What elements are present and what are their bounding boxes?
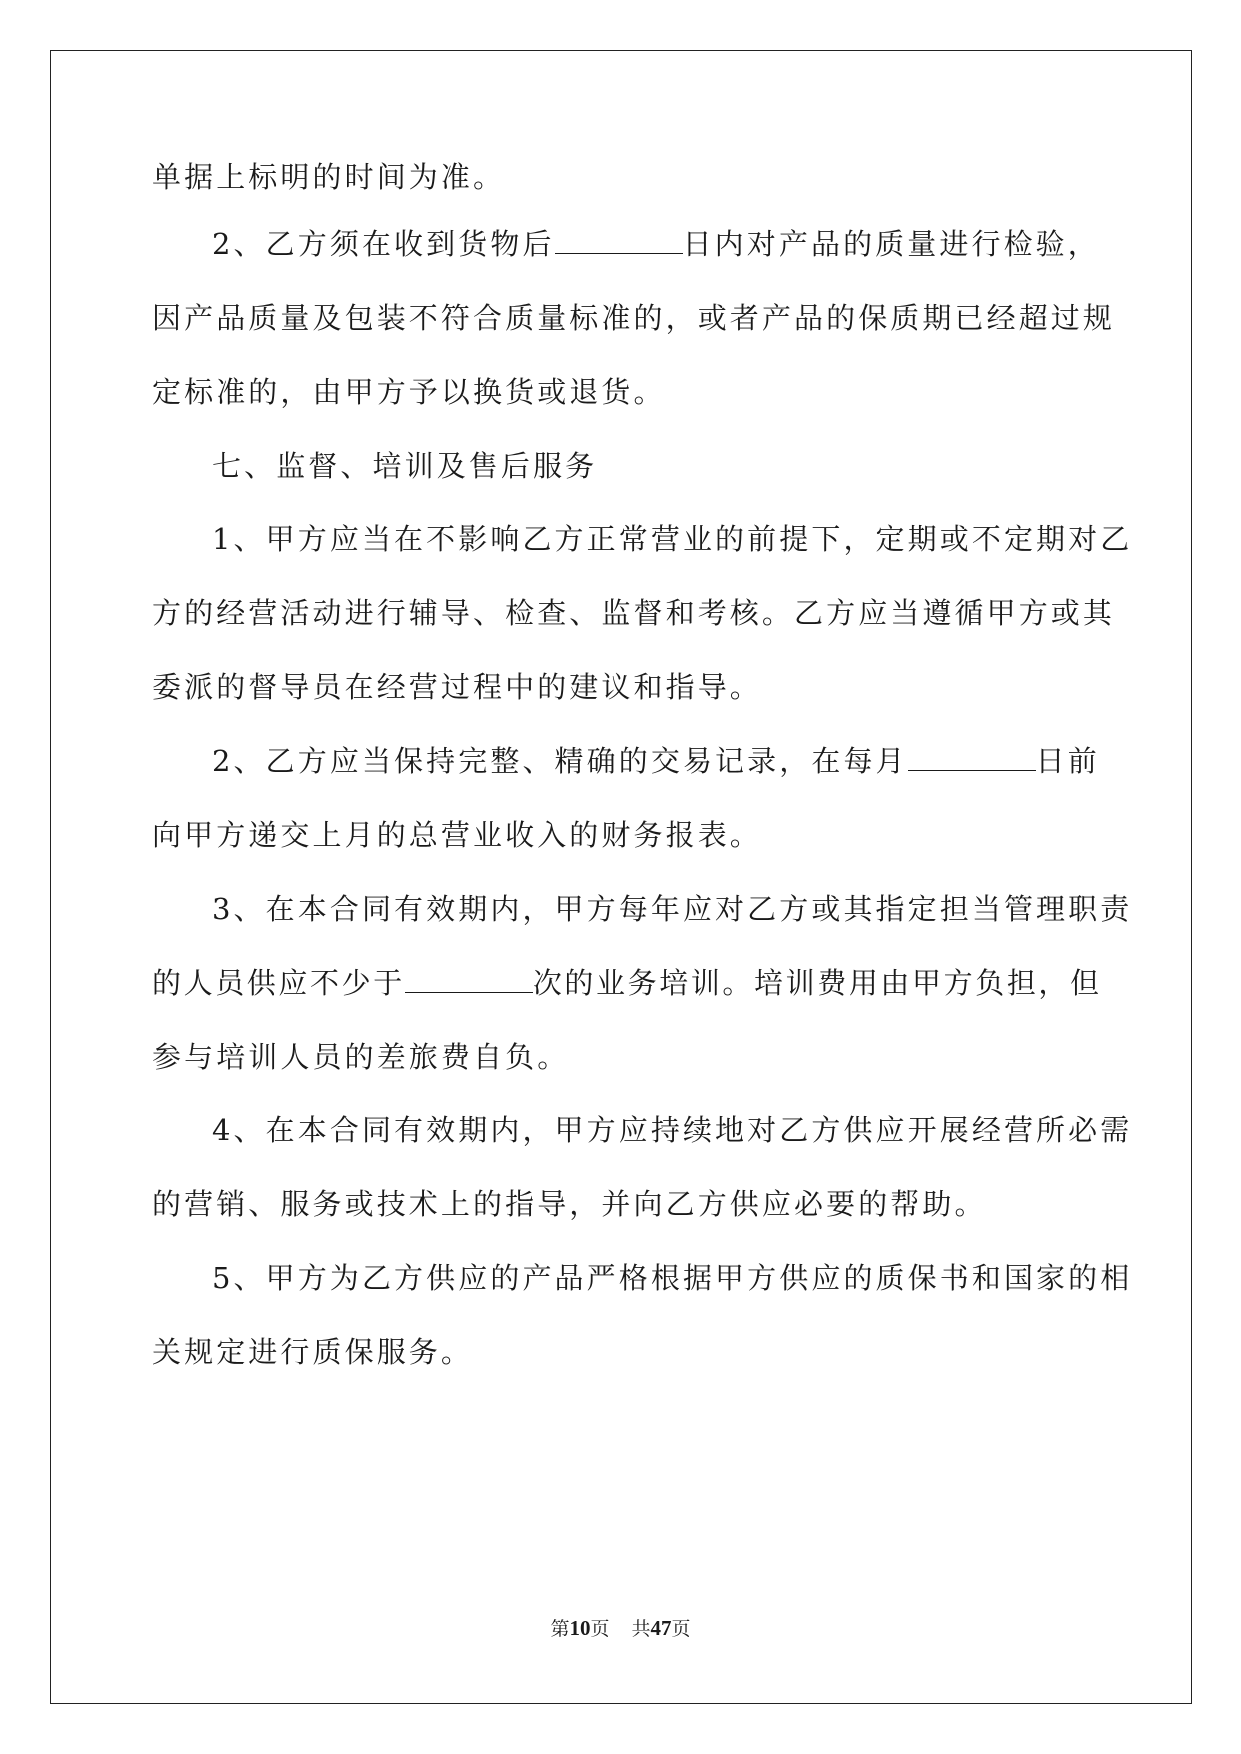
- section-heading: 七、监督、培训及售后服务: [212, 449, 598, 483]
- paragraph-line: 向甲方递交上月的总营业收入的财务报表。: [152, 818, 762, 852]
- paragraph-line: 1、甲方应当在不影响乙方正常营业的前提下，定期或不定期对乙: [212, 522, 1133, 556]
- page-prefix: 第: [550, 1618, 570, 1640]
- line-text-after-blank: 日前: [1035, 744, 1100, 778]
- fill-in-blank-days: [555, 225, 683, 254]
- paragraph-line: 参与培训人员的差旅费自负。: [152, 1040, 570, 1074]
- paragraph-line: 委派的督导员在经营过程中的建议和指导。: [152, 670, 762, 704]
- fill-in-blank-day-of-month: [908, 742, 1036, 771]
- paragraph-line-with-blank: [152, 963, 1102, 1003]
- paragraph-line: 关规定进行质保服务。: [152, 1335, 474, 1369]
- line-text-before-blank: 的人员供应不少于: [152, 966, 405, 1000]
- paragraph-line: 方的经营活动进行辅导、检查、监督和考核。乙方应当遵循甲方或其: [152, 596, 1116, 630]
- total-pages: 47: [650, 1616, 672, 1640]
- paragraph-line: 因产品质量及包装不符合质量标准的，或者产品的保质期已经超过规: [152, 301, 1116, 335]
- page-suffix: 页: [590, 1618, 610, 1640]
- line-text-after-blank: 次的业务培训。培训费用由甲方负担，但: [532, 966, 1102, 1000]
- paragraph-line: 3、在本合同有效期内，甲方每年应对乙方或其指定担当管理职责: [212, 892, 1133, 926]
- paragraph-line: 的营销、服务或技术上的指导，并向乙方供应必要的帮助。: [152, 1187, 987, 1221]
- line-text-before-blank: 2、乙方须在收到货物后: [212, 227, 555, 261]
- page-footer: [0, 1616, 1241, 1641]
- paragraph-line: 4、在本合同有效期内，甲方应持续地对乙方供应开展经营所必需: [212, 1113, 1133, 1147]
- line-text-before-blank: 2、乙方应当保持完整、精确的交易记录，在每月: [212, 744, 908, 778]
- paragraph-line: 定标准的，由甲方予以换货或退货。: [152, 375, 666, 409]
- line-text-after-blank: 日内对产品的质量进行检验，: [682, 227, 1100, 261]
- paragraph-continuation-line: 单据上标明的时间为准。: [152, 160, 506, 194]
- paragraph-line: 5、甲方为乙方供应的产品严格根据甲方供应的质保书和国家的相: [212, 1261, 1133, 1295]
- total-suffix: 页: [671, 1618, 691, 1640]
- paragraph-line-with-blank: [212, 741, 1152, 781]
- page-number: 10: [569, 1616, 591, 1640]
- total-prefix: 共: [631, 1618, 651, 1640]
- paragraph-line-with-blank: [212, 224, 1152, 264]
- fill-in-blank-training-count: [405, 964, 533, 993]
